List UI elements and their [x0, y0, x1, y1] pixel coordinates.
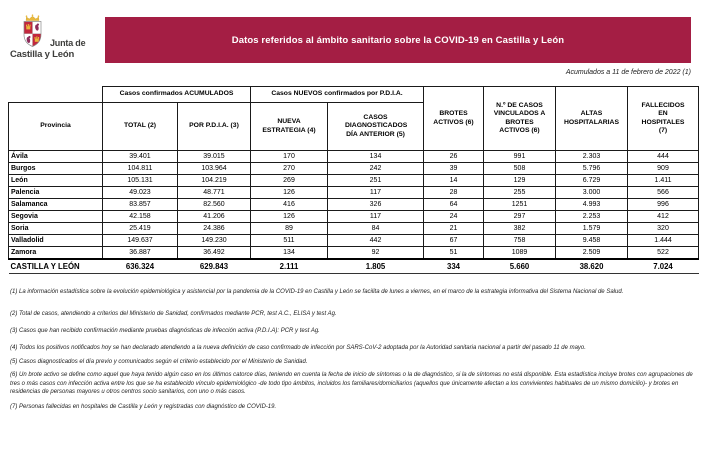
- col-header-fallecidos: FALLECIDOS EN HOSPITALES (7): [628, 87, 699, 151]
- col-header-altas-hospitalarias: ALTAS HOSPITALARIAS: [556, 87, 628, 151]
- province-cell: Zamora: [9, 247, 103, 260]
- table-row: [9, 151, 699, 163]
- province-cell: Soria: [9, 223, 103, 235]
- value-cell: 134: [251, 247, 328, 260]
- value-cell: 36.492: [178, 247, 251, 260]
- castle-icon: [26, 24, 31, 29]
- total-cell: 1.805: [328, 259, 424, 274]
- value-cell: 89: [251, 223, 328, 235]
- junta-castilla-leon-crest-icon: [19, 14, 46, 49]
- province-cell: Segovia: [9, 211, 103, 223]
- value-cell: 39.401: [103, 151, 178, 163]
- value-cell: 129: [484, 175, 556, 187]
- value-cell: 991: [484, 151, 556, 163]
- value-cell: 996: [628, 199, 699, 211]
- value-cell: 149.230: [178, 235, 251, 247]
- value-cell: 255: [484, 187, 556, 199]
- castle-icon: [35, 36, 40, 41]
- value-cell: 149.637: [103, 235, 178, 247]
- value-cell: 92: [328, 247, 424, 260]
- table-body: [9, 151, 699, 260]
- value-cell: 320: [628, 223, 699, 235]
- province-cell: Burgos: [9, 163, 103, 175]
- province-cell: Valladolid: [9, 235, 103, 247]
- value-cell: 104.811: [103, 163, 178, 175]
- crown-icon: [26, 14, 40, 20]
- footnotes: [10, 288, 698, 411]
- value-cell: 9.458: [556, 235, 628, 247]
- total-cell: 5.660: [484, 259, 556, 274]
- footnote-4: (4) Todos los positivos notificados hoy se han declarado atendiendo a la nueva definición de caso confirmado de infección por SARS-CoV-2 adoptada por la Autoridad sanitaria nacional a partir del pasado 11 de mayo.: [10, 345, 586, 352]
- value-cell: 64: [424, 199, 484, 211]
- table-row: [9, 163, 699, 175]
- group-header-nuevos-pdia: Casos NUEVOS confirmados por P.D.I.A.: [251, 87, 424, 103]
- value-cell: 442: [328, 235, 424, 247]
- group-header-acumulados: Casos confirmados ACUMULADOS: [103, 87, 251, 103]
- col-header-casos-vinculados: N.º DE CASOS VINCULADOS A BROTES ACTIVOS (6): [484, 87, 556, 151]
- province-cell: Ávila: [9, 151, 103, 163]
- value-cell: 1.444: [628, 235, 699, 247]
- footnote-1: (1) La información estadística sobre la evolución epidemiológica y asistencial por la pandemia de la COVID-19 en Castilla y León se facilita de lunes a viernes, en el marco de la estrategia informativa del Sistema Nacional de Salud.: [10, 289, 624, 295]
- col-header-diagnosticados-dia-anterior: CASOS DIAGNOSTICADOS DÍA ANTERIOR (5): [328, 103, 424, 151]
- value-cell: 909: [628, 163, 699, 175]
- total-cell: 2.111: [251, 259, 328, 274]
- total-cell: 7.024: [628, 259, 699, 274]
- value-cell: 49.023: [103, 187, 178, 199]
- footnote-2: (2) Total de casos, atendiendo a criterios del Ministerio de Sanidad, confirmados mediante PCR, test A.C., ELISA y test Ag.: [10, 311, 337, 318]
- value-cell: 251: [328, 175, 424, 187]
- value-cell: 4.993: [556, 199, 628, 211]
- value-cell: 83.857: [103, 199, 178, 211]
- table-header: [9, 87, 699, 151]
- table-row: [9, 175, 699, 187]
- value-cell: 134: [328, 151, 424, 163]
- date-note: Acumulados a 11 de febrero de 2022 (1): [565, 69, 691, 76]
- value-cell: 2.509: [556, 247, 628, 260]
- col-header-provincia: Provincia: [9, 103, 103, 151]
- table-row: [9, 247, 699, 260]
- shield-icon: [24, 22, 41, 47]
- value-cell: 21: [424, 223, 484, 235]
- value-cell: 444: [628, 151, 699, 163]
- value-cell: 82.560: [178, 199, 251, 211]
- value-cell: 14: [424, 175, 484, 187]
- value-cell: 511: [251, 235, 328, 247]
- value-cell: 25.419: [103, 223, 178, 235]
- value-cell: 5.796: [556, 163, 628, 175]
- page-title: Datos referidos al ámbito sanitario sobre la COVID-19 en Castilla y León: [231, 34, 565, 46]
- header-spacer: [9, 87, 103, 103]
- covid-data-table-wrapper: [8, 86, 698, 274]
- footnote-7: (7) Personas fallecidas en hospitales de Castilla y León y registradas con diagnóstico de COVID-19.: [10, 403, 277, 410]
- value-cell: 270: [251, 163, 328, 175]
- footnote-5: (5) Casos diagnosticados el día previo y comunicados según el criterio establecido por el Ministerio de Sanidad.: [10, 359, 308, 366]
- table-row: [9, 235, 699, 247]
- col-header-total: TOTAL (2): [103, 103, 178, 151]
- value-cell: 3.000: [556, 187, 628, 199]
- value-cell: 36.887: [103, 247, 178, 260]
- value-cell: 1251: [484, 199, 556, 211]
- value-cell: 103.964: [178, 163, 251, 175]
- table-row: [9, 199, 699, 211]
- col-header-nueva-estrategia: NUEVA ESTRATEGIA (4): [251, 103, 328, 151]
- value-cell: 104.219: [178, 175, 251, 187]
- value-cell: 28: [424, 187, 484, 199]
- value-cell: 1.579: [556, 223, 628, 235]
- value-cell: 24.386: [178, 223, 251, 235]
- total-region-label: CASTILLA Y LEÓN: [9, 259, 103, 274]
- value-cell: 382: [484, 223, 556, 235]
- value-cell: 126: [251, 211, 328, 223]
- value-cell: 1089: [484, 247, 556, 260]
- value-cell: 24: [424, 211, 484, 223]
- value-cell: 26: [424, 151, 484, 163]
- province-cell: Palencia: [9, 187, 103, 199]
- value-cell: 416: [251, 199, 328, 211]
- value-cell: 41.206: [178, 211, 251, 223]
- value-cell: 522: [628, 247, 699, 260]
- value-cell: 117: [328, 187, 424, 199]
- value-cell: 1.411: [628, 175, 699, 187]
- value-cell: 508: [484, 163, 556, 175]
- value-cell: 2.253: [556, 211, 628, 223]
- value-cell: 84: [328, 223, 424, 235]
- footnote-6: (6) Un brote activo se define como aquel que haya tenido algún caso en los últimos catorce días, teniendo en cuenta la fecha de inicio de síntomas o la de diagnóstico, si la de síntomas no está disponible. Esta estadística incluye brotes con agrupaciones de tres o más casos con infección activa entre los que se ha establecido vínculo epidemiológico -de todo tipo ámbitos, incluidos los familiares/domiciliarios (aquellos que únicamente afectan a los convivientes habituales de un mismo domicilio)- y brotes en residencias de personas mayores u otros centros socio sanitarios, con uno o más casos.: [10, 372, 693, 395]
- value-cell: 39: [424, 163, 484, 175]
- footnote-3: (3) Casos que han recibido confirmación mediante pruebas diagnósticas de infección activa (P.D.I.A): PCR y test Ag.: [10, 328, 320, 335]
- logo-text-line1: Junta de: [50, 38, 86, 48]
- value-cell: 170: [251, 151, 328, 163]
- province-cell: Salamanca: [9, 199, 103, 211]
- value-cell: 48.771: [178, 187, 251, 199]
- value-cell: 758: [484, 235, 556, 247]
- table-row: [9, 211, 699, 223]
- value-cell: 105.131: [103, 175, 178, 187]
- value-cell: 326: [328, 199, 424, 211]
- value-cell: 297: [484, 211, 556, 223]
- value-cell: 269: [251, 175, 328, 187]
- table-total-row: [9, 259, 699, 274]
- value-cell: 6.729: [556, 175, 628, 187]
- value-cell: 117: [328, 211, 424, 223]
- value-cell: 412: [628, 211, 699, 223]
- title-banner: [105, 17, 691, 63]
- table-row: [9, 223, 699, 235]
- value-cell: 51: [424, 247, 484, 260]
- total-cell: 334: [424, 259, 484, 274]
- value-cell: 42.158: [103, 211, 178, 223]
- total-cell: 636.324: [103, 259, 178, 274]
- value-cell: 126: [251, 187, 328, 199]
- value-cell: 39.015: [178, 151, 251, 163]
- total-cell: 38.620: [556, 259, 628, 274]
- col-header-por-pdia: POR P.D.I.A. (3): [178, 103, 251, 151]
- total-cell: 629.843: [178, 259, 251, 274]
- value-cell: 2.303: [556, 151, 628, 163]
- province-cell: León: [9, 175, 103, 187]
- table-row: [9, 187, 699, 199]
- col-header-brotes-activos: BROTES ACTIVOS (6): [424, 87, 484, 151]
- value-cell: 67: [424, 235, 484, 247]
- covid-data-table: [8, 86, 699, 274]
- value-cell: 242: [328, 163, 424, 175]
- value-cell: 566: [628, 187, 699, 199]
- logo-text-line2: Castilla y León: [10, 49, 75, 60]
